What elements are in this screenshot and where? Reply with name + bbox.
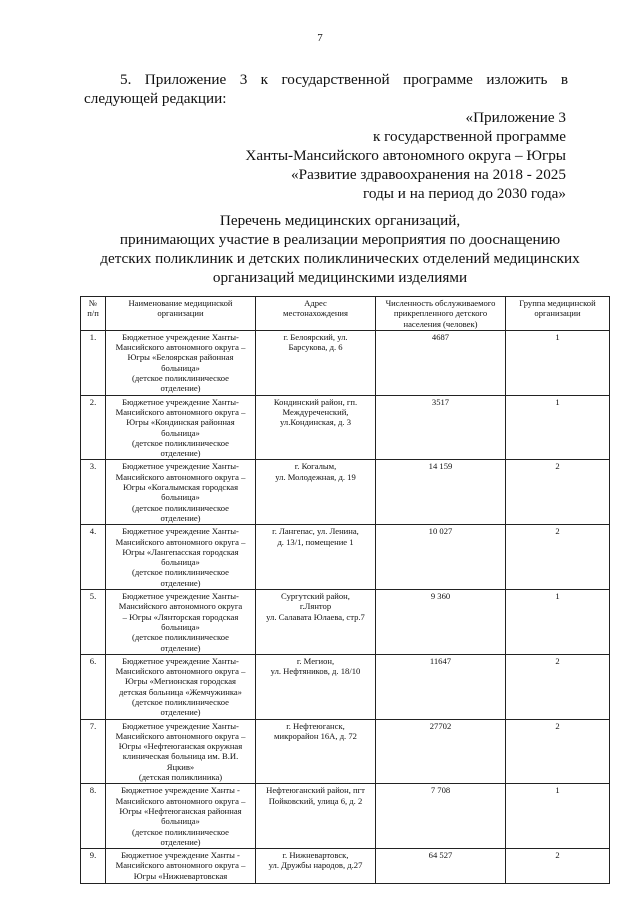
cell-organization-line: Бюджетное учреждение Ханты- (122, 655, 239, 666)
cell-population: 11647 (376, 654, 506, 719)
cell-organization-line: больница» (161, 816, 200, 827)
cell-organization-line: (детское поликлиническое (132, 437, 229, 448)
header-organization (106, 297, 256, 331)
cell-organization (106, 849, 256, 884)
title-line: организаций медицинскими изделиями (212, 269, 468, 286)
header-address (256, 297, 376, 331)
cell-organization (106, 395, 256, 460)
cell-organization-line: (детское поликлиническое (132, 567, 229, 578)
cell-organization (106, 784, 256, 849)
cell-organization-line: Мансийского автономного округа – (115, 536, 246, 547)
cell-address (256, 330, 376, 395)
organizations-table (80, 296, 610, 884)
appendix-line: Ханты-Мансийского автономного округа – Югры (245, 147, 566, 164)
cell-organization-line: (детское поликлиническое (132, 502, 229, 513)
cell-population: 3517 (376, 395, 506, 460)
cell-organization-line: Югры «Нефтеюганская районная (119, 805, 242, 816)
cell-organization-line: Югры «Мегионская городская (125, 676, 236, 687)
header-text: Группа медицинской (519, 298, 596, 308)
cell-organization-line: (детское поликлиническое (132, 826, 229, 837)
cell-organization (106, 654, 256, 719)
cell-organization-line: (детское поликлиническое (132, 696, 229, 707)
appendix-line: годы и на период до 2030 года» (363, 185, 566, 202)
appendix-line: «Приложение 3 (465, 109, 566, 126)
cell-num: 7. (81, 719, 106, 784)
document-title (70, 211, 610, 287)
cell-organization-line: Яцкив» (166, 761, 195, 772)
cell-group: 1 (506, 784, 610, 849)
cell-organization-line: Бюджетное учреждение Ханты- (122, 461, 239, 472)
cell-organization-line: Мансийского автономного округа – (115, 860, 246, 871)
cell-address-line: г.Лянтор (299, 601, 332, 612)
cell-address (256, 849, 376, 884)
cell-organization-line: отделение) (160, 577, 201, 588)
cell-organization-line: Югры «Когалымская городская (122, 482, 239, 493)
table-row (81, 719, 610, 784)
cell-organization-line: отделение) (160, 512, 201, 523)
table-header-row (81, 297, 610, 331)
cell-group: 1 (506, 590, 610, 655)
cell-organization-line: Бюджетное учреждение Ханты- (122, 591, 239, 602)
cell-organization (106, 330, 256, 395)
title-line: детских поликлиник и детских поликлинических отделений медицинских (100, 250, 580, 267)
intro-paragraph (84, 70, 568, 108)
cell-address-line: ул. Молодежная, д. 19 (275, 471, 356, 482)
cell-organization-line: Мансийского автономного округа – (115, 795, 246, 806)
cell-address-line: г. Лангепас, ул. Ленина, (272, 526, 359, 537)
header-text: местонахождения (283, 308, 348, 319)
cell-address (256, 395, 376, 460)
cell-organization-line: (детское поликлиническое (132, 632, 229, 643)
header-text: Наименование медицинской (128, 298, 233, 308)
cell-address-line: г. Нижневартовск, (282, 850, 349, 861)
table-row (81, 525, 610, 590)
cell-address-line: Пойковский, улица 6, д. 2 (268, 795, 363, 806)
cell-organization (106, 525, 256, 590)
cell-address (256, 654, 376, 719)
header-text: Численность обслуживаемого (385, 298, 496, 308)
cell-population: 9 360 (376, 590, 506, 655)
title-line: принимающих участие в реализации мероприятия по дооснащению (119, 231, 561, 248)
cell-group: 1 (506, 395, 610, 460)
cell-organization (106, 460, 256, 525)
cell-address-line: ул. Нефтяников, д. 18/10 (270, 666, 361, 677)
cell-address-line: г. Мегион, (296, 655, 335, 666)
cell-group: 2 (506, 849, 610, 884)
cell-address (256, 525, 376, 590)
cell-organization-line: – Югры «Лянторская городская (122, 611, 239, 622)
cell-num: 3. (81, 460, 106, 525)
cell-organization-line: Бюджетное учреждение Ханты - (121, 850, 240, 861)
header-text: № (88, 298, 98, 308)
intro-line-2: следующей редакции: (84, 90, 227, 107)
page-number: 7 (317, 32, 323, 44)
cell-num: 2. (81, 395, 106, 460)
cell-num: 5. (81, 590, 106, 655)
cell-organization-line: клиническая больница им. В.И. (122, 751, 239, 762)
cell-population: 10 027 (376, 525, 506, 590)
cell-address (256, 460, 376, 525)
cell-organization-line: Бюджетное учреждение Ханты- (122, 526, 239, 537)
cell-organization-line: отделение) (160, 383, 201, 394)
cell-num: 4. (81, 525, 106, 590)
cell-organization-line: Югры «Нефтеюганская окружная (118, 741, 243, 752)
cell-organization (106, 590, 256, 655)
cell-organization-line: Югры «Нижневартовская (133, 870, 228, 881)
cell-organization-line: больница» (161, 492, 200, 503)
cell-organization-line: больница» (161, 362, 200, 373)
cell-organization-line: (детское поликлиническое (132, 373, 229, 384)
cell-organization-line: Мансийского автономного округа – (115, 342, 246, 353)
cell-address-line: микрорайон 16А, д. 72 (274, 730, 357, 741)
cell-group: 2 (506, 525, 610, 590)
cell-num: 8. (81, 784, 106, 849)
header-population (376, 297, 506, 331)
cell-address-line: Сургутский район, (281, 591, 350, 602)
cell-organization-line: Бюджетное учреждение Ханты- (122, 396, 239, 407)
cell-organization-line: Мансийского автономного округа (118, 601, 243, 612)
cell-organization-line: больница» (161, 427, 200, 438)
cell-population: 64 527 (376, 849, 506, 884)
appendix-heading (106, 108, 566, 203)
table-row (81, 654, 610, 719)
cell-population: 4687 (376, 330, 506, 395)
cell-address (256, 784, 376, 849)
cell-num: 9. (81, 849, 106, 884)
cell-num: 1. (81, 330, 106, 395)
cell-address-line: ул.Кондинская, д. 3 (279, 417, 351, 428)
table-row (81, 784, 610, 849)
cell-address-line: ул. Дружбы народов, д.27 (268, 860, 363, 871)
cell-organization-line: (детская поликлиника) (138, 772, 223, 783)
cell-population: 14 159 (376, 460, 506, 525)
intro-line-1: 5. Приложение 3 к государственной программе изложить в (120, 71, 568, 88)
title-line: Перечень медицинских организаций, (219, 212, 461, 229)
cell-num: 6. (81, 654, 106, 719)
cell-address (256, 590, 376, 655)
cell-organization-line: Югры «Лангепасская городская (122, 546, 239, 557)
cell-organization-line: Бюджетное учреждение Ханты- (122, 331, 239, 342)
cell-address-line: Барсукова, д. 6 (288, 342, 343, 353)
appendix-line: к государственной программе (372, 128, 566, 145)
cell-organization-line: отделение) (160, 836, 201, 847)
cell-group: 2 (506, 654, 610, 719)
cell-address-line: г. Когалым, (294, 461, 337, 472)
cell-organization (106, 719, 256, 784)
header-text: населения (человек) (403, 318, 478, 329)
cell-group: 1 (506, 330, 610, 395)
cell-organization-line: больница» (161, 557, 200, 568)
table-row (81, 330, 610, 395)
appendix-line: «Развитие здравоохранения на 2018 - 2025 (291, 166, 566, 183)
cell-organization-line: Бюджетное учреждение Ханты - (121, 785, 240, 796)
cell-address (256, 719, 376, 784)
cell-population: 27702 (376, 719, 506, 784)
table-row (81, 460, 610, 525)
cell-organization-line: Мансийского автономного округа – (115, 406, 246, 417)
cell-organization-line: Мансийского автономного округа – (115, 471, 246, 482)
cell-organization-line: больница» (161, 621, 200, 632)
cell-address-line: Нефтеюганский район, пгт (266, 785, 365, 796)
cell-organization-line: Югры «Кондинская районная (126, 417, 235, 428)
cell-organization-line: Мансийского автономного округа – (115, 730, 246, 741)
cell-population: 7 708 (376, 784, 506, 849)
cell-address-line: ул. Салавата Юлаева, стр.7 (266, 611, 365, 622)
header-text: п/п (87, 308, 99, 319)
header-text: организации (534, 308, 581, 319)
cell-address-line: г. Белоярский, ул. (283, 331, 348, 342)
cell-address-line: д. 13/1, помещение 1 (277, 536, 354, 547)
cell-group: 2 (506, 460, 610, 525)
table-row (81, 849, 610, 884)
cell-organization-line: Бюджетное учреждение Ханты- (122, 720, 239, 731)
cell-organization-line: отделение) (160, 707, 201, 718)
cell-organization-line: Мансийского автономного округа – (115, 666, 246, 677)
cell-organization-line: детская больница «Жемчужинка» (119, 686, 242, 697)
table-row (81, 395, 610, 460)
header-text: организации (157, 308, 204, 319)
cell-organization-line: Югры «Белоярская районная (127, 352, 234, 363)
cell-address-line: Междуреченский, (282, 406, 349, 417)
header-group (506, 297, 610, 331)
table-row (81, 590, 610, 655)
header-text: Адрес (304, 298, 327, 308)
cell-organization-line: отделение) (160, 448, 201, 459)
cell-organization-line: отделение) (160, 642, 201, 653)
cell-address-line: г. Нефтеюганск, (286, 720, 345, 731)
header-text: прикрепленного детского (393, 308, 488, 319)
cell-group: 2 (506, 719, 610, 784)
cell-address-line: Кондинский район, гп. (273, 396, 358, 407)
header-num (81, 297, 106, 331)
